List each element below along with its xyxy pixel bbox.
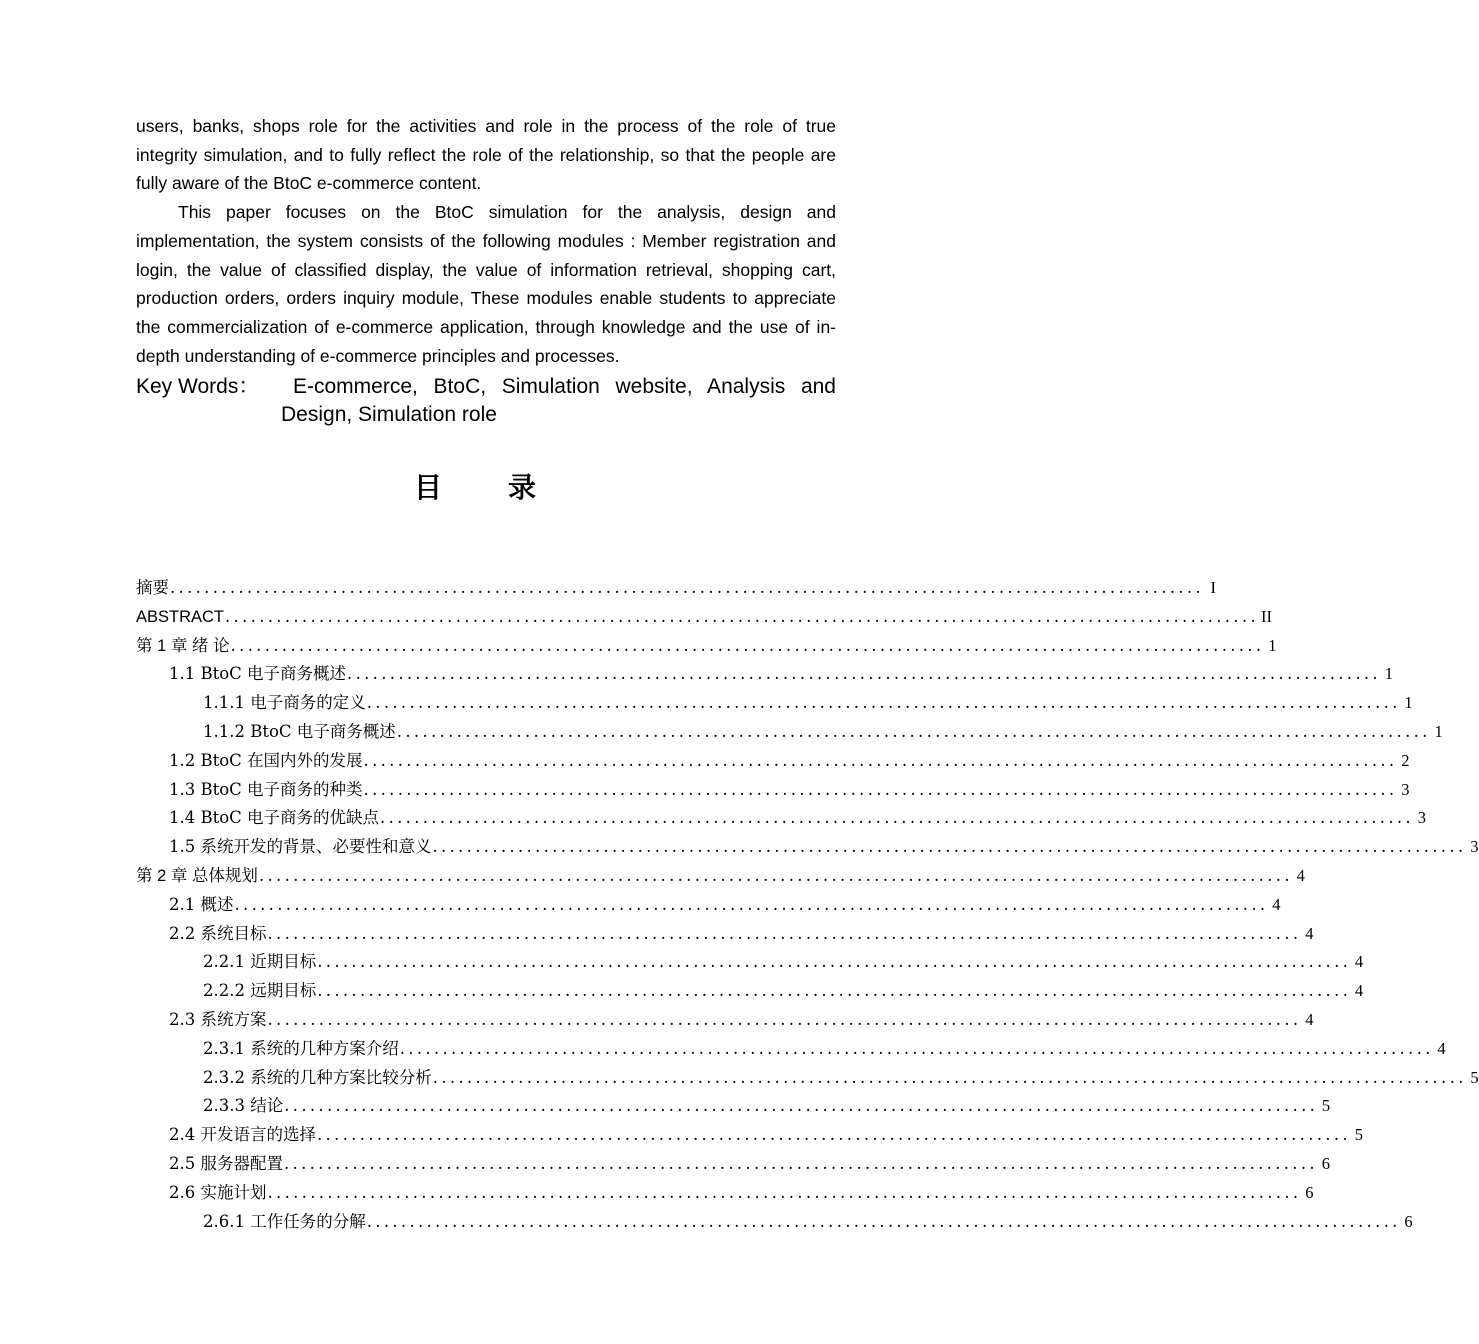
toc-dot-leader: ......................................................................................................................... (366, 1211, 1401, 1231)
toc-entry-label: 2.2 系统目标 (169, 923, 267, 943)
toc-entry-label: 2.4 开发语言的选择 (169, 1125, 316, 1145)
toc-entry-label: 1.1.1 电子商务的定义 (203, 693, 366, 713)
toc-entry-label: 第 2 章 总体规划 (136, 866, 258, 885)
toc-entry[interactable] (136, 574, 1216, 603)
toc-entry[interactable] (136, 1121, 1363, 1150)
toc-entry-label: 1.1.2 BtoC 电子商务概述 (203, 721, 396, 741)
keywords-block (136, 373, 836, 429)
toc-dot-leader: ......................................................................................................................... (317, 1125, 1351, 1145)
abstract-paragraph-1: users, banks, shops role for the activities and role in the process of the role of true integrity simulation, and to fully reflect the role of the relationship, so that the people are fully aware of the BtoC e-commerce content. (136, 116, 836, 194)
toc-dot-leader: ......................................................................................................................... (432, 837, 1467, 857)
toc-entry-page: 6 (1404, 1211, 1413, 1231)
toc-entry-label: 2.3.2 系统的几种方案比较分析 (203, 1067, 432, 1087)
toc-entry[interactable] (136, 1150, 1330, 1179)
toc-dot-leader: ......................................................................................................................... (347, 664, 1381, 684)
toc-entry-page: 3 (1470, 837, 1479, 857)
toc-entry-page: 4 (1354, 981, 1364, 1001)
toc-entry-label: 2.5 服务器配置 (169, 1153, 283, 1173)
toc-entry-page: 4 (1305, 1009, 1314, 1029)
toc-dot-leader: ......................................................................................................................... (317, 981, 1352, 1001)
toc-entry-page: 1 (1434, 721, 1443, 741)
keywords-label: Key Words： (136, 375, 260, 399)
toc-entry-page: 4 (1437, 1038, 1446, 1058)
toc-dot-leader: ......................................................................................................................... (366, 693, 1401, 713)
toc-entry-page: 4 (1354, 952, 1364, 972)
toc-dot-leader: ......................................................................................................................... (284, 1153, 1318, 1173)
toc-entry[interactable] (136, 862, 1305, 891)
toc-entry[interactable] (136, 603, 1272, 632)
toc-entry[interactable] (136, 718, 1443, 747)
toc-dot-leader: ......................................................................................................................... (258, 865, 1293, 885)
toc-dot-leader: ......................................................................................................................... (170, 578, 1204, 597)
toc-entry[interactable] (136, 804, 1426, 833)
toc-entry-page: 2 (1401, 750, 1410, 770)
toc-entry-label: 2.2.1 近期目标 (203, 952, 317, 972)
toc-entry-page: 6 (1321, 1153, 1330, 1173)
toc-entry-page: 1 (1404, 693, 1413, 713)
toc-entry[interactable] (136, 920, 1314, 949)
toc-entry-label: 2.1 概述 (169, 894, 234, 914)
toc-dot-leader: ......................................................................................................................... (317, 952, 1352, 972)
toc-entry-label: 1.3 BtoC 电子商务的种类 (169, 779, 363, 799)
toc-dot-leader: ......................................................................................................................... (267, 1009, 1302, 1029)
toc-entry-label: 1.1 BtoC 电子商务概述 (169, 664, 347, 684)
toc-entry[interactable] (136, 689, 1413, 718)
toc-entry-page: 3 (1401, 779, 1410, 799)
toc-entry[interactable] (136, 1208, 1413, 1237)
toc-entry-label: 2.3.1 系统的几种方案介绍 (203, 1038, 399, 1058)
toc-entry-page: 6 (1305, 1182, 1314, 1202)
toc-entry[interactable] (136, 1179, 1314, 1208)
toc-entry-label: 2.3.3 结论 (203, 1096, 284, 1116)
toc-dot-leader: ......................................................................................................................... (225, 606, 1259, 626)
toc-entry-label: 1.2 BtoC 在国内外的发展 (169, 750, 363, 770)
toc-dot-leader: ......................................................................................................................... (267, 923, 1302, 943)
toc-entry[interactable] (136, 891, 1281, 920)
keywords-value (281, 373, 836, 429)
toc-entry-label: ABSTRACT (136, 607, 225, 626)
toc-dot-leader: ......................................................................................................................... (267, 1182, 1302, 1202)
toc-dot-leader: ......................................................................................................................... (284, 1096, 1319, 1116)
toc-entry-label: 摘要 (136, 579, 169, 597)
toc-dot-leader: ......................................................................................................................... (230, 635, 1265, 655)
toc-entry[interactable] (136, 833, 1479, 862)
toc-entry-page: 4 (1296, 865, 1305, 885)
toc-entry[interactable] (136, 776, 1410, 805)
abstract-paragraph-2: This paper focuses on the BtoC simulation for the analysis, design and implementation, the system consists of the following modules : Member registration and login, the value of classified display, the value of information retrieval, shopping cart, production orders, orders inquiry module, These modules enable students to appreciate the commercialization of e-commerce application, through knowledge and the use of in-depth understanding of e-commerce principles and processes. (136, 202, 836, 366)
toc-dot-leader: ......................................................................................................................... (432, 1067, 1467, 1087)
toc-dot-leader: ......................................................................................................................... (234, 894, 1269, 914)
toc-entry-page: 5 (1470, 1067, 1479, 1087)
toc-dot-leader: ......................................................................................................................... (363, 779, 1398, 799)
toc-entry-label: 2.3 系统方案 (169, 1009, 267, 1029)
toc-entry-label: 2.6 实施计划 (169, 1182, 267, 1202)
toc-entry-label: 第 1 章 绪 论 (136, 636, 230, 655)
toc-entry-label: 2.2.2 远期目标 (203, 981, 317, 1001)
toc-entry-page: 4 (1305, 923, 1314, 943)
toc-entry-page: 1 (1268, 635, 1277, 655)
toc-entry[interactable] (136, 660, 1393, 689)
toc-entry-page: 4 (1272, 894, 1281, 914)
toc-entry-page: 5 (1354, 1125, 1363, 1145)
keywords-line-2: Design, Simulation role (281, 403, 497, 427)
toc-title: 目录 (413, 471, 602, 504)
toc-dot-leader: ......................................................................................................................... (396, 721, 1431, 741)
keywords-line-1: E-commerce, BtoC, Simulation website, Analysis and (293, 375, 836, 399)
toc-entry[interactable] (136, 977, 1364, 1006)
table-of-contents (136, 574, 1479, 1236)
toc-dot-leader: ......................................................................................................................... (399, 1038, 1434, 1058)
toc-dot-leader: ......................................................................................................................... (380, 808, 1414, 828)
toc-entry[interactable] (136, 632, 1277, 661)
toc-entry-page: 1 (1384, 664, 1393, 684)
toc-entry[interactable] (136, 1035, 1446, 1064)
toc-dot-leader: ......................................................................................................................... (363, 750, 1398, 770)
toc-entry-page: I (1210, 578, 1216, 597)
toc-entry-page: 5 (1321, 1096, 1331, 1116)
toc-entry-label: 2.6.1 工作任务的分解 (203, 1211, 366, 1231)
toc-entry[interactable] (136, 1092, 1331, 1121)
toc-entry-label: 1.5 系统开发的背景、必要性和意义 (169, 837, 432, 857)
toc-entry[interactable] (136, 1006, 1314, 1035)
toc-entry[interactable] (136, 747, 1410, 776)
abstract-section (136, 112, 836, 429)
toc-entry[interactable] (136, 948, 1364, 977)
toc-entry-label: 1.4 BtoC 电子商务的优缺点 (169, 808, 380, 828)
toc-entry[interactable] (136, 1064, 1479, 1093)
toc-entry-page: 3 (1417, 808, 1426, 828)
toc-entry-page: II (1260, 606, 1272, 626)
